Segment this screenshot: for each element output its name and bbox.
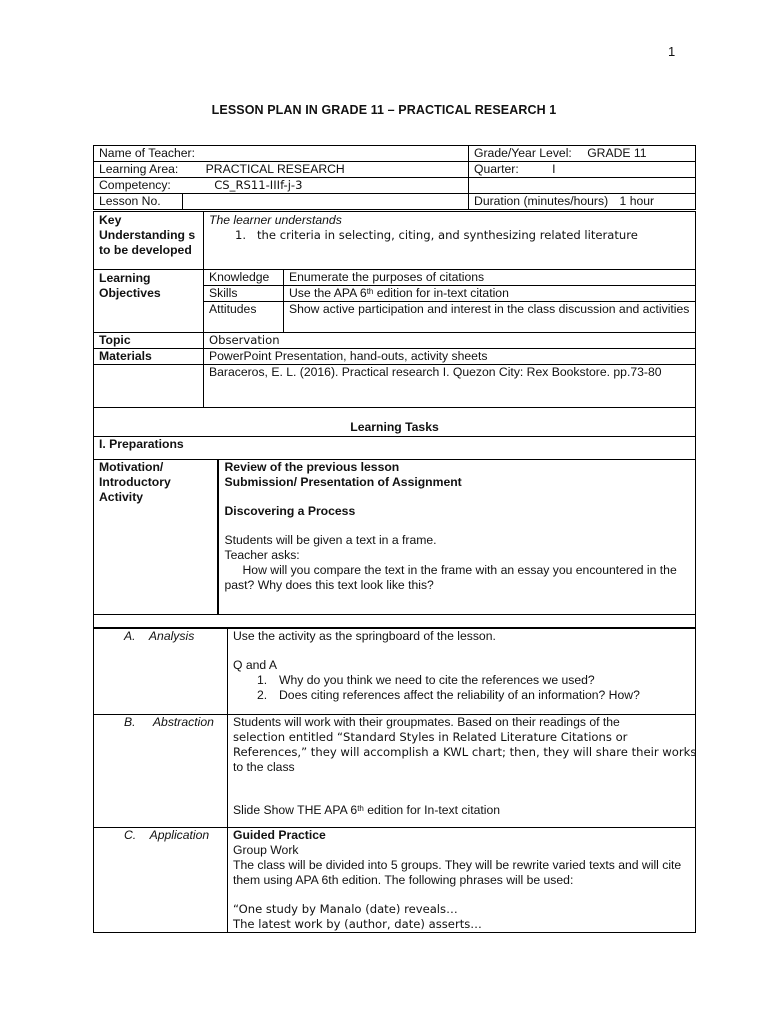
objective-text-b: edition for in-text citation [373,286,509,300]
abstraction-line: selection entitled “Standard Styles in Related Literature Citations or [233,730,628,744]
blank-cell [469,178,696,194]
duration-label: Duration (minutes/hours) [474,194,609,208]
abstraction-label-cell [94,715,228,828]
materials-value: PowerPoint Presentation, hand-outs, activity sheets [204,349,696,365]
abstraction-label: Abstraction [152,715,214,729]
question-item [233,688,690,703]
application-phrase: The latest work by (author, date) asserts… [233,917,482,931]
motivation-line: Submission/ Presentation of Assignment [224,475,462,489]
application-letter: C. [124,828,137,842]
duration-value: 1 hour [619,194,655,208]
objective-domain: Skills [204,286,284,302]
area-label: Learning Area: [99,162,179,176]
grade-value: GRADE 11 [587,146,647,160]
application-label: Application [149,828,210,842]
abstraction-letter: B. [124,715,136,729]
materials-blank [94,365,204,408]
topic-label: Topic [94,333,204,349]
analysis-label: Analysis [148,629,195,643]
abstraction-content [228,715,696,828]
learning-tasks-heading: Learning Tasks [94,408,696,437]
qa-label: Q and A [233,658,278,672]
motivation-question: How will you compare the text in the frame with an essay you encountered in the past? Why does this text look like this? [224,563,677,592]
objective-domain: Attitudes [204,302,284,333]
objective-domain: Knowledge [204,270,284,286]
spacer-row [94,615,696,628]
application-line: The class will be divided into 5 groups. They will be rewrite varied texts and will cite them using APA 6th edition. The following phrases will be used: [233,858,682,887]
materials-reference: Baraceros, E. L. (2016). Practical research I. Quezon City: Rex Bookstore. pp.73-80 [204,365,696,408]
duration-cell [469,194,696,210]
competency-label: Competency: [99,178,171,192]
question-text: Why do you think we need to cite the references we used? [279,673,595,687]
topic-value: Observation [204,333,696,349]
analysis-line: Use the activity as the springboard of the lesson. [233,629,496,643]
abstraction-line: References,” they will accomplish a KWL chart; then, they will share their works [233,745,697,759]
slide-show-line [233,803,690,818]
item-text: the criteria in selecting, citing, and synthesizing related literature [257,228,638,242]
slide-text-a: Slide Show THE APA 6 [233,803,358,817]
key-understandings-item [209,228,690,243]
quarter-cell [469,162,696,178]
competency-value: CS_RS11-IIIf-j-3 [214,178,303,192]
lesson-value [183,194,469,210]
tasks-table [93,407,696,628]
motivation-line: Discovering a Process [224,504,356,518]
key-understandings-label: Key Understanding s to be developed [94,212,204,270]
slide-text-b: edition for In-text citation [363,803,501,817]
application-phrase: “One study by Manalo (date) reveals… [233,902,458,916]
motivation-line: Teacher asks: [224,548,300,562]
question-text: Does citing references affect the reliability of an information? How? [279,688,640,702]
motivation-label: Motivation/ Introductory Activity [94,460,218,615]
application-line: Group Work [233,843,299,857]
objective-sup: th [366,287,374,296]
analysis-label-cell [94,629,228,715]
page-number: 1 [668,44,676,59]
motivation-line: Review of the previous lesson [224,460,400,474]
quarter-label: Quarter: [474,162,519,176]
application-line: Guided Practice [233,828,326,842]
objective-text: Enumerate the purposes of citations [284,270,696,286]
question-item [233,673,690,688]
header-table [93,145,696,210]
area-cell [94,162,469,178]
motivation-content [218,460,696,615]
application-content [228,828,696,933]
application-label-cell [94,828,228,933]
quarter-value: I [552,162,556,176]
motivation-line: Students will be given a text in a frame. [224,533,437,547]
lesson-label: Lesson No. [94,194,183,210]
slide-sup: th [357,804,364,813]
grade-cell [469,146,696,162]
key-understandings-intro: The learner understands [209,213,342,227]
grade-label: Grade/Year Level: [474,146,572,160]
objective-text [284,286,696,302]
analysis-letter: A. [124,629,136,643]
objectives-label: Learning Objectives [94,270,204,333]
competency-cell [94,178,469,194]
preparations-heading: I. Preparations [94,437,696,460]
abstraction-line: Students will work with their groupmates. Based on their readings of the [233,715,620,729]
question-number: 1. [257,673,268,687]
analysis-content [228,629,696,715]
objective-text-a: Use the APA 6 [289,286,367,300]
development-table [93,628,696,933]
question-number: 2. [257,688,268,702]
objective-text: Show active participation and interest in the class discussion and activities [284,302,696,333]
materials-label: Materials [94,349,204,365]
item-number: 1. [235,228,247,242]
objectives-table [93,211,696,408]
page-title: LESSON PLAN IN GRADE 11 – PRACTICAL RESEARCH 1 [211,103,557,117]
teacher-label: Name of Teacher: [94,146,469,162]
abstraction-line: to the class [233,760,295,774]
key-understandings-cell [204,212,696,270]
area-value: PRACTICAL RESEARCH [205,162,345,176]
